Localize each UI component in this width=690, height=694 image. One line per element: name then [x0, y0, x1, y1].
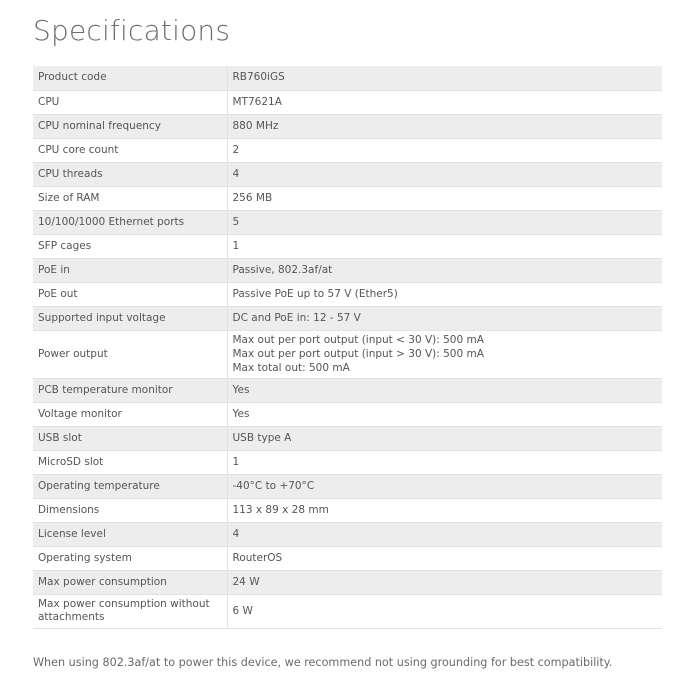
spec-row-microsd-slot — [33, 450, 662, 474]
spec-label: CPU core count — [33, 138, 227, 162]
spec-label: Max power consumption — [33, 570, 227, 594]
spec-value: RB760iGS — [227, 66, 662, 90]
spec-label: PCB temperature monitor — [33, 378, 227, 402]
spec-label: MicroSD slot — [33, 450, 227, 474]
spec-label: CPU nominal frequency — [33, 114, 227, 138]
spec-row-operating-temperature — [33, 474, 662, 498]
spec-value: 5 — [227, 210, 662, 234]
spec-row-cpu-threads — [33, 162, 662, 186]
spec-row-input-voltage — [33, 306, 662, 330]
spec-value: Passive, 802.3af/at — [227, 258, 662, 282]
spec-row-usb-slot — [33, 426, 662, 450]
spec-value: Passive PoE up to 57 V (Ether5) — [227, 282, 662, 306]
spec-label: Power output — [33, 330, 227, 378]
spec-row-license-level — [33, 522, 662, 546]
spec-value: DC and PoE in: 12 - 57 V — [227, 306, 662, 330]
spec-value: 24 W — [227, 570, 662, 594]
spec-label: Max power consumption without attachments — [33, 594, 227, 628]
spec-label: USB slot — [33, 426, 227, 450]
spec-row-ethernet-ports — [33, 210, 662, 234]
spec-label: PoE in — [33, 258, 227, 282]
spec-row-poe-out — [33, 282, 662, 306]
spec-label: CPU threads — [33, 162, 227, 186]
spec-value: 256 MB — [227, 186, 662, 210]
spec-value-line: Max out per port output (input < 30 V): 500 mA — [232, 334, 484, 346]
specifications-table — [33, 66, 662, 629]
spec-value: Yes — [227, 378, 662, 402]
spec-label: Operating system — [33, 546, 227, 570]
spec-row-voltage-monitor — [33, 402, 662, 426]
spec-label: SFP cages — [33, 234, 227, 258]
spec-value: USB type A — [227, 426, 662, 450]
spec-label: Voltage monitor — [33, 402, 227, 426]
spec-value: 1 — [227, 234, 662, 258]
spec-label: 10/100/1000 Ethernet ports — [33, 210, 227, 234]
spec-row-max-power-no-attachments — [33, 594, 662, 628]
spec-row-product-code — [33, 66, 662, 90]
spec-value: MT7621A — [227, 90, 662, 114]
grounding-note: When using 802.3af/at to power this device, we recommend not using grounding for best compatibility. — [33, 656, 613, 669]
spec-row-operating-system — [33, 546, 662, 570]
page-title: Specifications — [33, 14, 231, 47]
spec-label: Supported input voltage — [33, 306, 227, 330]
spec-row-poe-in — [33, 258, 662, 282]
spec-value: 113 x 89 x 28 mm — [227, 498, 662, 522]
spec-label: PoE out — [33, 282, 227, 306]
spec-row-ram — [33, 186, 662, 210]
spec-value: -40°C to +70°C — [227, 474, 662, 498]
spec-value: 4 — [227, 522, 662, 546]
spec-row-sfp-cages — [33, 234, 662, 258]
spec-label: Size of RAM — [33, 186, 227, 210]
spec-label: Operating temperature — [33, 474, 227, 498]
spec-value: 6 W — [227, 594, 662, 628]
spec-label: License level — [33, 522, 227, 546]
spec-row-max-power — [33, 570, 662, 594]
spec-row-pcb-temperature — [33, 378, 662, 402]
spec-value — [227, 330, 662, 378]
spec-row-cpu — [33, 90, 662, 114]
spec-label: CPU — [33, 90, 227, 114]
spec-value: RouterOS — [227, 546, 662, 570]
spec-value: 4 — [227, 162, 662, 186]
spec-row-cpu-frequency — [33, 114, 662, 138]
spec-value: 880 MHz — [227, 114, 662, 138]
spec-value: Yes — [227, 402, 662, 426]
spec-row-cpu-cores — [33, 138, 662, 162]
spec-label: Product code — [33, 66, 227, 90]
spec-row-dimensions — [33, 498, 662, 522]
spec-label: Dimensions — [33, 498, 227, 522]
spec-value: 2 — [227, 138, 662, 162]
spec-value: 1 — [227, 450, 662, 474]
spec-row-power-output — [33, 330, 662, 378]
spec-value-line: Max total out: 500 mA — [232, 362, 350, 374]
spec-value-line: Max out per port output (input > 30 V): 500 mA — [232, 348, 484, 360]
